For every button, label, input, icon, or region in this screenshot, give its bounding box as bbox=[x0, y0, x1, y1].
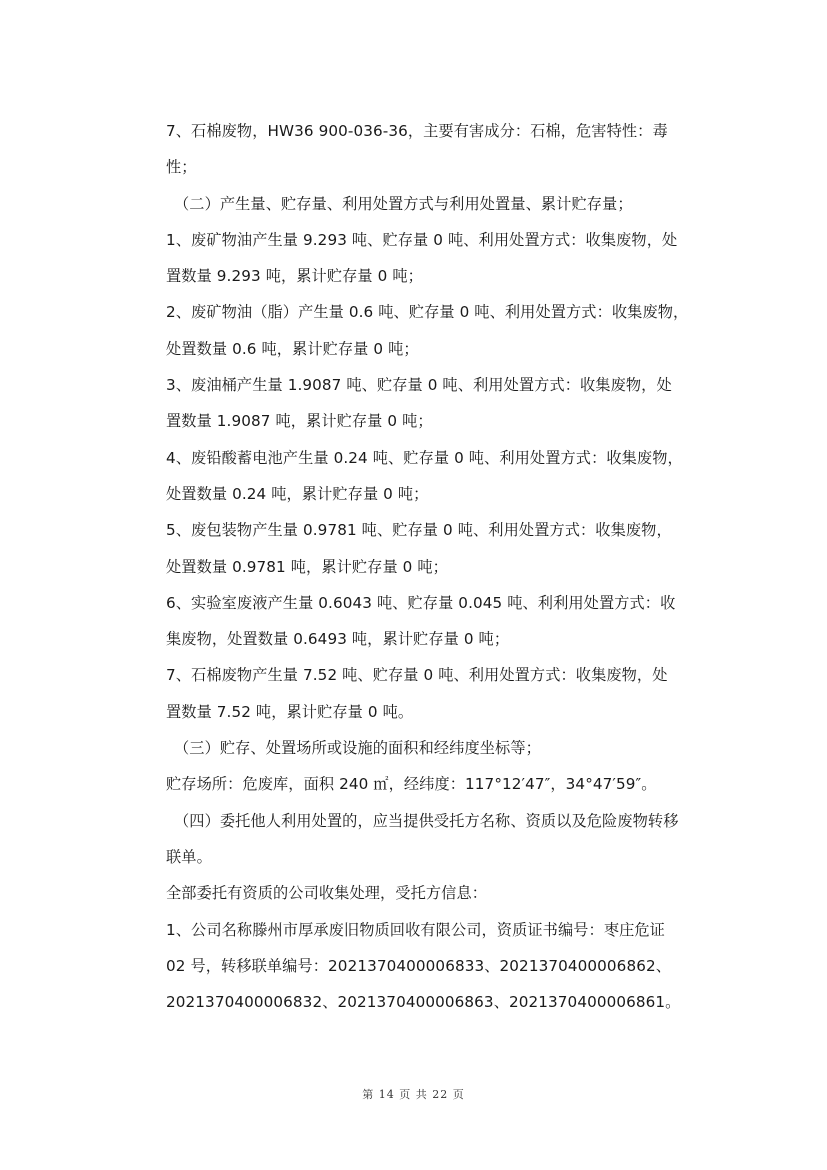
text-line: 置数量 1.9087 吨，累计贮存量 0 吨； bbox=[166, 412, 433, 431]
text-line: 贮存场所：危废库，面积 240 ㎡，经纬度：117°12′47″，34°47′59″。 bbox=[166, 775, 657, 794]
text-line: 置数量 9.293 吨，累计贮存量 0 吨； bbox=[166, 267, 423, 286]
text-line: 5、废包装物产生量 0.9781 吨、贮存量 0 吨、利用处置方式：收集废物， bbox=[166, 521, 672, 540]
section-heading: （四）委托他人利用处置的，应当提供受托方名称、资质以及危险废物转移 bbox=[174, 811, 679, 830]
text-line: 2、废矿物油（脂）产生量 0.6 吨、贮存量 0 吨、利用处置方式：收集废物， bbox=[166, 303, 689, 322]
text-line: 02 号，转移联单编号：2021370400006833、2021370400006862、 bbox=[166, 956, 672, 975]
text-line: 全部委托有资质的公司收集处理，受托方信息： bbox=[166, 884, 488, 903]
text-line: 1、废矿物油产生量 9.293 吨、贮存量 0 吨、利用处置方式：收集废物，处 bbox=[166, 230, 678, 249]
text-line: 处置数量 0.9781 吨，累计贮存量 0 吨； bbox=[166, 557, 448, 576]
text-line: 1、公司名称滕州市厚承废旧物质回收有限公司，资质证书编号：枣庄危证 bbox=[166, 920, 665, 939]
text-line: 7、石棉废物产生量 7.52 吨、贮存量 0 吨、利用处置方式：收集废物，处 bbox=[166, 666, 668, 685]
text-line: 4、废铅酸蓄电池产生量 0.24 吨、贮存量 0 吨、利用处置方式：收集废物， bbox=[166, 448, 683, 467]
text-line: 性； bbox=[166, 158, 197, 177]
text-line: 联单。 bbox=[166, 847, 212, 866]
section-heading: （三）贮存、处置场所或设施的面积和经纬度坐标等； bbox=[174, 739, 541, 758]
text-line: 处置数量 0.6 吨，累计贮存量 0 吨； bbox=[166, 339, 419, 358]
section-heading: （二）产生量、贮存量、利用处置方式与利用处置量、累计贮存量； bbox=[174, 194, 633, 213]
page-number-footer: 第 14 页 共 22 页 bbox=[362, 1088, 465, 1101]
text-line: 6、实验室废液产生量 0.6043 吨、贮存量 0.045 吨、利利用处置方式：收 bbox=[166, 593, 676, 612]
text-line: 置数量 7.52 吨，累计贮存量 0 吨。 bbox=[166, 702, 414, 721]
text-line: 7、石棉废物，HW36 900-036-36，主要有害成分：石棉，危害特性：毒 bbox=[166, 122, 668, 140]
text-line: 3、废油桶产生量 1.9087 吨、贮存量 0 吨、利用处置方式：收集废物，处 bbox=[166, 376, 672, 395]
document-body bbox=[166, 113, 718, 1020]
text-line: 处置数量 0.24 吨，累计贮存量 0 吨； bbox=[166, 484, 429, 503]
text-line: 集废物，处置数量 0.6493 吨，累计贮存量 0 吨； bbox=[166, 630, 510, 649]
text-line: 2021370400006832、2021370400006863、2021370400006861。 bbox=[166, 993, 681, 1012]
